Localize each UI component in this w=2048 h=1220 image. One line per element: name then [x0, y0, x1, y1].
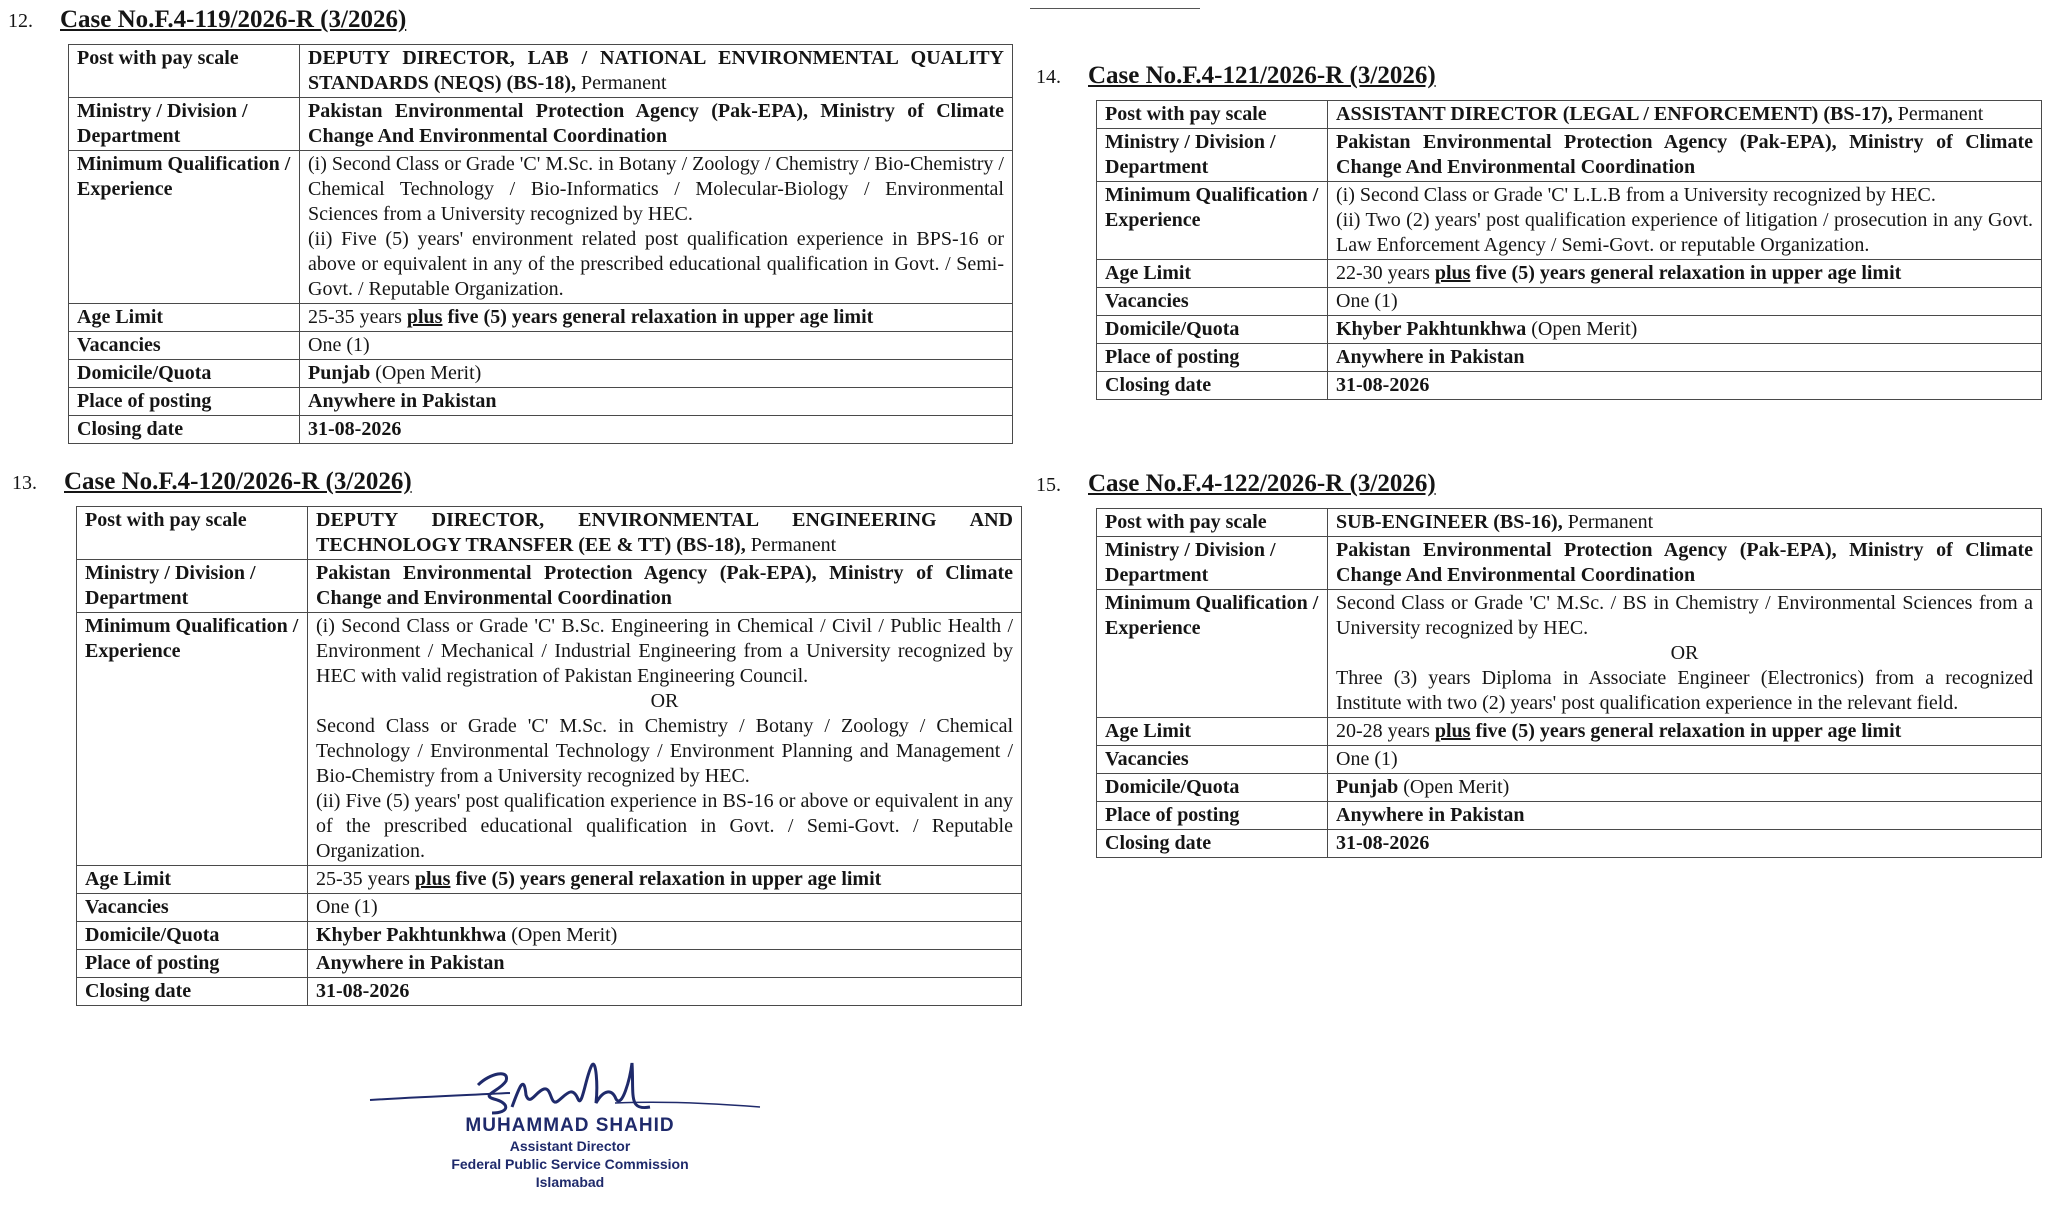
value-age — [300, 304, 1013, 332]
row-closing — [1097, 372, 2042, 400]
row-posting — [69, 388, 1013, 416]
signatory-organization: Federal Public Service Commission — [451, 1156, 689, 1172]
label-age: Age Limit — [77, 866, 308, 894]
case-number: 12. — [8, 10, 33, 32]
label-post: Post with pay scale — [1097, 509, 1328, 537]
row-qualification — [1097, 182, 2042, 260]
domicile-quota: (Open Merit) — [1398, 776, 1510, 798]
label-age: Age Limit — [1097, 260, 1328, 288]
label-vacancies: Vacancies — [69, 332, 300, 360]
case-number: 13. — [12, 472, 37, 494]
case-table — [68, 44, 1013, 444]
qualification-item: (i) Second Class or Grade 'C' M.Sc. in Botany / Zoology / Chemistry / Bio-Chemistry / Chemical Technology / Bio-Informatics / Molecular-Biology / Environmental Sciences from a University recognized by HEC. — [308, 153, 1004, 225]
age-range: 25-35 years — [308, 306, 407, 328]
case-number: 14. — [1036, 66, 1061, 88]
value-closing: 31-08-2026 — [1328, 830, 2042, 858]
qualification-item: Second Class or Grade 'C' M.Sc. / BS in Chemistry / Environmental Sciences from a University recognized by HEC. — [1336, 592, 2033, 639]
label-age: Age Limit — [69, 304, 300, 332]
signatory-city: Islamabad — [535, 1174, 605, 1190]
label-posting: Place of posting — [69, 388, 300, 416]
label-vacancies: Vacancies — [77, 894, 308, 922]
label-domicile: Domicile/Quota — [1097, 316, 1328, 344]
row-post — [69, 45, 1013, 98]
row-vacancies — [1097, 746, 2042, 774]
value-vacancies: One (1) — [1328, 746, 2042, 774]
row-ministry — [1097, 129, 2042, 182]
value-qualification — [1328, 590, 2042, 718]
label-qualification: Minimum Qualification / Experience — [1097, 182, 1328, 260]
row-vacancies — [69, 332, 1013, 360]
value-posting: Anywhere in Pakistan — [1328, 802, 2042, 830]
label-posting: Place of posting — [1097, 344, 1328, 372]
row-post — [1097, 101, 2042, 129]
post-title: DEPUTY DIRECTOR, ENVIRONMENTAL ENGINEERING AND TECHNOLOGY TRANSFER (EE & TT) (BS-18), — [316, 509, 1013, 556]
case-title: Case No.F.4-119/2026-R (3/2026) — [60, 6, 407, 33]
case-header — [1036, 62, 2042, 94]
label-closing: Closing date — [77, 978, 308, 1006]
value-vacancies: One (1) — [308, 894, 1022, 922]
case-header — [12, 468, 1022, 500]
age-relaxation: five (5) years general relaxation in upper age limit — [1470, 262, 1902, 284]
domicile-province: Khyber Pakhtunkhwa — [316, 924, 507, 946]
value-domicile — [308, 922, 1022, 950]
value-posting: Anywhere in Pakistan — [1328, 344, 2042, 372]
value-age — [1328, 260, 2042, 288]
value-qualification — [308, 613, 1022, 866]
signatory-designation: Assistant Director — [509, 1138, 631, 1154]
label-post: Post with pay scale — [77, 507, 308, 560]
domicile-quota: (Open Merit) — [1526, 318, 1638, 340]
value-age — [308, 866, 1022, 894]
qualification-item: Three (3) years Diploma in Associate Engineer (Electronics) from a recognized Institute with two (2) years' post qualification experience in the relevant field. — [1336, 667, 2033, 714]
label-domicile: Domicile/Quota — [77, 922, 308, 950]
label-qualification: Minimum Qualification / Experience — [77, 613, 308, 866]
value-posting: Anywhere in Pakistan — [300, 388, 1013, 416]
row-ministry — [1097, 537, 2042, 590]
value-post — [1328, 101, 2042, 129]
row-qualification — [69, 151, 1013, 304]
value-qualification — [1328, 182, 2042, 260]
qualification-item: Second Class or Grade 'C' M.Sc. in Chemistry / Botany / Zoology / Chemical Technology / Environmental Technology / Environment Planning and Management / Bio-Chemistry from a University recognized by HEC. — [316, 715, 1013, 787]
value-ministry: Pakistan Environmental Protection Agency (Pak-EPA), Ministry of Climate Change And Environmental Coordination — [1328, 129, 2042, 182]
post-status: Permanent — [1562, 511, 1654, 533]
qualification-or: OR — [650, 690, 679, 712]
value-domicile — [1328, 774, 2042, 802]
post-title: SUB-ENGINEER (BS-16), — [1336, 511, 1563, 533]
post-status: Permanent — [745, 534, 837, 556]
row-ministry — [77, 560, 1022, 613]
value-ministry: Pakistan Environmental Protection Agency (Pak-EPA), Ministry of Climate Change and Environmental Coordination — [308, 560, 1022, 613]
qualification-item: (ii) Five (5) years' environment related post qualification experience in BPS-16 or above or equivalent in any of the prescribed educational qualification in Govt. / Semi-Govt. / Reputable Organization. — [308, 228, 1004, 300]
label-closing: Closing date — [69, 416, 300, 444]
post-status: Permanent — [576, 72, 667, 94]
label-age: Age Limit — [1097, 718, 1328, 746]
case-header — [8, 6, 1013, 38]
domicile-province: Khyber Pakhtunkhwa — [1336, 318, 1527, 340]
row-closing — [77, 978, 1022, 1006]
domicile-province: Punjab — [308, 362, 371, 384]
value-post — [1328, 509, 2042, 537]
label-ministry: Ministry / Division / Department — [1097, 129, 1328, 182]
value-closing: 31-08-2026 — [308, 978, 1022, 1006]
age-plus: plus — [414, 868, 451, 890]
case-header — [1036, 470, 2042, 502]
label-posting: Place of posting — [77, 950, 308, 978]
age-range: 22-30 years — [1336, 262, 1435, 284]
label-posting: Place of posting — [1097, 802, 1328, 830]
row-age — [77, 866, 1022, 894]
qualification-or: OR — [1670, 642, 1699, 664]
row-post — [77, 507, 1022, 560]
label-vacancies: Vacancies — [1097, 288, 1328, 316]
label-closing: Closing date — [1097, 830, 1328, 858]
value-closing: 31-08-2026 — [300, 416, 1013, 444]
post-status: Permanent — [1892, 103, 1984, 125]
age-plus: plus — [406, 306, 443, 328]
case-title: Case No.F.4-120/2026-R (3/2026) — [64, 468, 412, 495]
case-number: 15. — [1036, 474, 1061, 496]
case-table — [1096, 508, 2042, 858]
row-domicile — [1097, 316, 2042, 344]
age-range: 25-35 years — [316, 868, 415, 890]
label-qualification: Minimum Qualification / Experience — [69, 151, 300, 304]
case-title: Case No.F.4-122/2026-R (3/2026) — [1088, 470, 1436, 497]
row-age — [69, 304, 1013, 332]
value-ministry: Pakistan Environmental Protection Agency (Pak-EPA), Ministry of Climate Change And Environmental Coordination — [1328, 537, 2042, 590]
case-12 — [8, 6, 1013, 444]
label-ministry: Ministry / Division / Department — [77, 560, 308, 613]
domicile-quota: (Open Merit) — [370, 362, 482, 384]
value-ministry: Pakistan Environmental Protection Agency (Pak-EPA), Ministry of Climate Change And Environmental Coordination — [300, 98, 1013, 151]
row-closing — [69, 416, 1013, 444]
label-vacancies: Vacancies — [1097, 746, 1328, 774]
age-plus: plus — [1434, 720, 1471, 742]
post-title: ASSISTANT DIRECTOR (LEGAL / ENFORCEMENT) (BS-17), — [1336, 103, 1893, 125]
label-domicile: Domicile/Quota — [69, 360, 300, 388]
label-post: Post with pay scale — [1097, 101, 1328, 129]
label-ministry: Ministry / Division / Department — [69, 98, 300, 151]
qualification-item: (i) Second Class or Grade 'C' L.L.B from a University recognized by HEC. — [1336, 184, 1936, 206]
age-relaxation: five (5) years general relaxation in upper age limit — [450, 868, 882, 890]
value-qualification — [300, 151, 1013, 304]
row-vacancies — [1097, 288, 2042, 316]
label-ministry: Ministry / Division / Department — [1097, 537, 1328, 590]
qualification-item: (ii) Five (5) years' post qualification experience in BS-16 or above or equivalent in any of the prescribed educational qualification in Govt. / Semi-Govt. / Reputable Organization. — [316, 790, 1013, 862]
case-13 — [12, 468, 1022, 1006]
qualification-item: (ii) Two (2) years' post qualification experience of litigation / prosecution in any Govt. Law Enforcement Agency / Semi-Govt. or reputable Organization. — [1336, 209, 2033, 256]
qualification-item: (i) Second Class or Grade 'C' B.Sc. Engineering in Chemical / Civil / Public Health / Environment / Mechanical / Industrial Engineering from a University recognized by HEC with valid registration of Pakistan Engineering Council. — [316, 615, 1013, 687]
row-posting — [1097, 802, 2042, 830]
row-closing — [1097, 830, 2042, 858]
row-ministry — [69, 98, 1013, 151]
value-post — [308, 507, 1022, 560]
row-post — [1097, 509, 2042, 537]
age-range: 20-28 years — [1336, 720, 1435, 742]
value-vacancies: One (1) — [1328, 288, 2042, 316]
age-relaxation: five (5) years general relaxation in upper age limit — [1470, 720, 1902, 742]
row-qualification — [77, 613, 1022, 866]
value-closing: 31-08-2026 — [1328, 372, 2042, 400]
domicile-province: Punjab — [1336, 776, 1399, 798]
row-domicile — [77, 922, 1022, 950]
case-title: Case No.F.4-121/2026-R (3/2026) — [1088, 62, 1436, 89]
case-14 — [1036, 62, 2042, 400]
post-title: DEPUTY DIRECTOR, LAB / NATIONAL ENVIRONMENTAL QUALITY STANDARDS (NEQS) (BS-18), — [308, 47, 1004, 94]
row-qualification — [1097, 590, 2042, 718]
row-posting — [1097, 344, 2042, 372]
case-table — [76, 506, 1022, 1006]
row-vacancies — [77, 894, 1022, 922]
value-domicile — [1328, 316, 2042, 344]
row-age — [1097, 718, 2042, 746]
case-15 — [1036, 470, 2042, 858]
label-qualification: Minimum Qualification / Experience — [1097, 590, 1328, 718]
value-domicile — [300, 360, 1013, 388]
value-posting: Anywhere in Pakistan — [308, 950, 1022, 978]
signatory-name: MUHAMMAD SHAHID — [465, 1115, 675, 1136]
age-relaxation: five (5) years general relaxation in upper age limit — [442, 306, 874, 328]
top-divider-line — [1030, 8, 1200, 9]
row-age — [1097, 260, 2042, 288]
value-vacancies: One (1) — [300, 332, 1013, 360]
signature-text — [420, 1115, 720, 1191]
row-posting — [77, 950, 1022, 978]
case-table — [1096, 100, 2042, 400]
value-age — [1328, 718, 2042, 746]
label-domicile: Domicile/Quota — [1097, 774, 1328, 802]
row-domicile — [1097, 774, 2042, 802]
domicile-quota: (Open Merit) — [506, 924, 618, 946]
row-domicile — [69, 360, 1013, 388]
value-post — [300, 45, 1013, 98]
label-closing: Closing date — [1097, 372, 1328, 400]
age-plus: plus — [1434, 262, 1471, 284]
label-post: Post with pay scale — [69, 45, 300, 98]
